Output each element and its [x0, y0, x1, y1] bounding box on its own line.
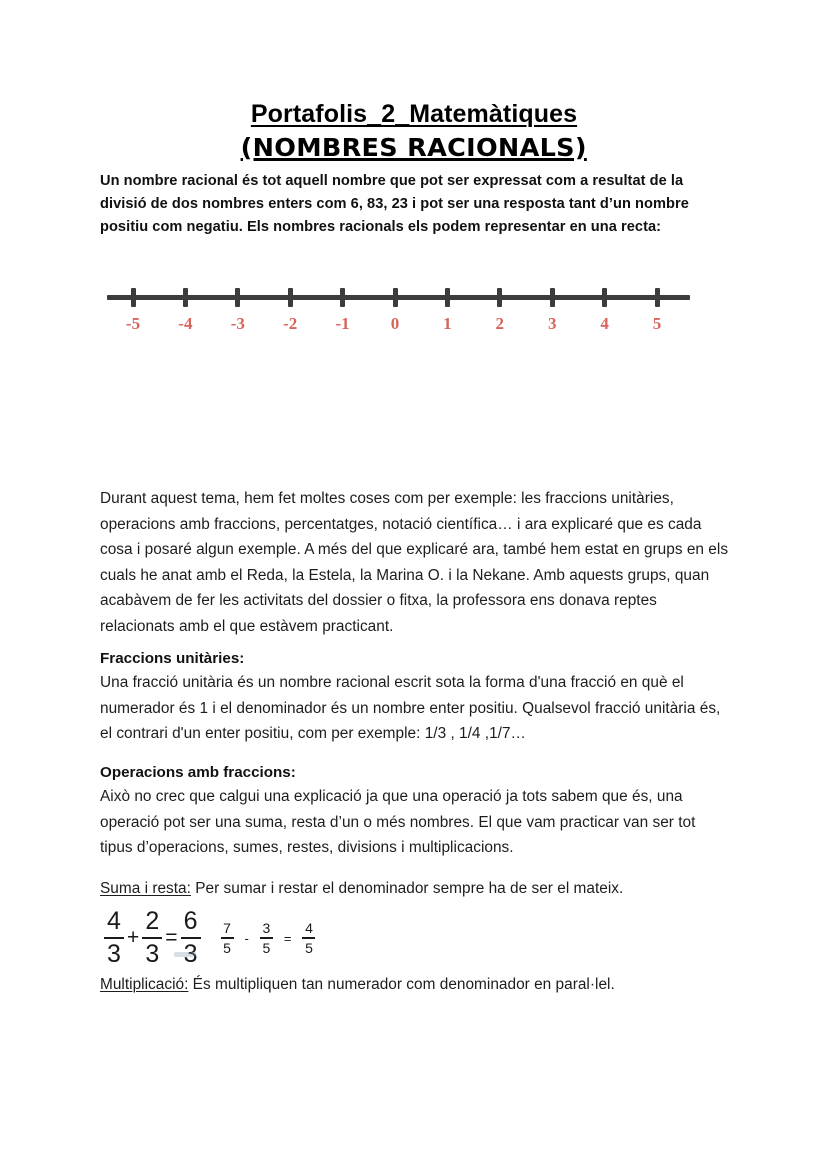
fraction-bar	[260, 937, 273, 939]
multiplication-text: És multipliquen tan numerador com denominador en paral·lel.	[188, 976, 615, 993]
number-line-label: -2	[283, 314, 298, 333]
number-line-tick	[235, 288, 240, 307]
equals-operator: =	[165, 926, 178, 949]
multiplication-label: Multiplicació:	[100, 976, 189, 993]
denominator: 5	[223, 939, 231, 956]
number-line-tick	[393, 288, 398, 307]
denominator: 3	[145, 940, 160, 968]
number-line-label: 1	[443, 314, 452, 333]
fraction-bar	[221, 937, 234, 939]
page-title: Portafolis_2_Matemàtiques	[250, 100, 578, 128]
number-line-label: 2	[495, 314, 505, 333]
intro-paragraph: Un nombre racional és tot aquell nombre que pot ser expressat com a resultat de la divisió de dos nombres enters com 6, 83, 23 i pot ser una resposta tant d’un nombre positiu com negatiu. Els nombres racionals els podem representar en una recta:	[100, 173, 689, 235]
equals-operator: =	[283, 930, 292, 946]
multiplication-line	[100, 972, 732, 998]
unit-fractions-paragraph: Una fracció unitària és un nombre racional escrit sota la forma d'una fracció en què el numerador és 1 i el denominador és un nombre enter positiu. Qualsevol fracció unitària és, el contrari d'un enter positiu, com per exemple: 1/3 , 1/4 ,1/7…	[100, 674, 721, 743]
denominator: 5	[305, 939, 313, 956]
number-line-tick	[602, 288, 607, 307]
plus-operator: +	[127, 926, 140, 949]
number-line-label: -5	[125, 314, 141, 333]
number-line-label: 0	[390, 314, 400, 333]
denominator: 5	[262, 939, 271, 956]
number-line-tick	[183, 288, 188, 307]
heading-operations: Operacions amb fraccions:	[100, 764, 296, 781]
fraction-6-over-3	[181, 909, 201, 967]
denominator: 3	[183, 940, 198, 968]
fraction-7-over-5	[221, 921, 234, 955]
number-line-tick	[655, 288, 660, 307]
operations-paragraph: Això no crec que calgui una explicació ja que una operació ja tots sabem que és, una operació pot ser una suma, resta d’un o més nombres. El que vam practicar van ser tot tipus d’operacions, sumes, restes, divisions i multiplicacions.	[100, 788, 696, 857]
fraction-4-over-5	[302, 921, 315, 955]
number-line-tick	[131, 288, 136, 307]
number-line-label: 4	[600, 314, 609, 333]
number-line-tick	[340, 288, 345, 307]
fraction-equations-row	[104, 907, 315, 968]
title-line-2-wrap	[0, 134, 828, 162]
equation-subtraction	[221, 921, 316, 955]
number-line-label: 3	[547, 314, 557, 333]
numerator: 4	[305, 920, 313, 937]
number-line-label: 5	[652, 314, 662, 333]
number-line-tick	[497, 288, 502, 307]
fraction-3-over-5	[260, 921, 273, 955]
sum-and-subtraction-label: Suma i resta:	[100, 880, 191, 897]
title-line-1-wrap	[0, 100, 828, 128]
fraction-bar	[104, 937, 124, 939]
numerator: 6	[183, 907, 198, 935]
fraction-2-over-3	[142, 909, 162, 967]
heading-unit-fractions: Fraccions unitàries:	[100, 650, 245, 667]
equation-addition	[104, 909, 201, 967]
number-line-tick	[445, 288, 450, 307]
denominator: 3	[107, 940, 121, 968]
minus-operator: -	[244, 930, 249, 946]
overview-paragraph: Durant aquest tema, hem fet moltes coses com per exemple: les fraccions unitàries, operacions amb fraccions, percentatges, notació científica… i ara explicaré que es cada cosa i posaré algun exemple. A més del que explicaré ara, també hem estat en grups en els cuals he anat amb el Reda, la Estela, la Marina O. i la Nekane. Amb aquests grups, quan acabàvem de fer les activitats del dossier o fitxa, la professora ens donava reptes relacionats amb el que estàvem practicant.	[100, 490, 729, 635]
numerator: 2	[145, 907, 160, 935]
number-line-tick	[288, 288, 293, 307]
document-title-block	[0, 100, 828, 162]
number-line-figure	[100, 278, 710, 346]
numerator: 3	[262, 920, 271, 937]
number-line-label: -4	[178, 314, 193, 333]
sum-and-subtraction-text: Per sumar i restar el denominador sempre ha de ser el mateix.	[190, 880, 624, 897]
sum-and-subtraction-line	[100, 876, 732, 902]
numerator: 7	[223, 920, 231, 937]
number-line-tick	[550, 288, 555, 307]
page-subtitle: (NOMBRES RACIONALS)	[240, 133, 588, 162]
fraction-4-over-3	[104, 909, 124, 967]
number-line-label: -3	[230, 314, 245, 333]
scan-artifact-mark	[174, 952, 196, 957]
numerator: 4	[107, 907, 121, 935]
number-line-label: -1	[335, 314, 350, 333]
fraction-bar	[142, 937, 162, 939]
fraction-bar	[302, 937, 315, 939]
fraction-bar	[181, 937, 201, 939]
